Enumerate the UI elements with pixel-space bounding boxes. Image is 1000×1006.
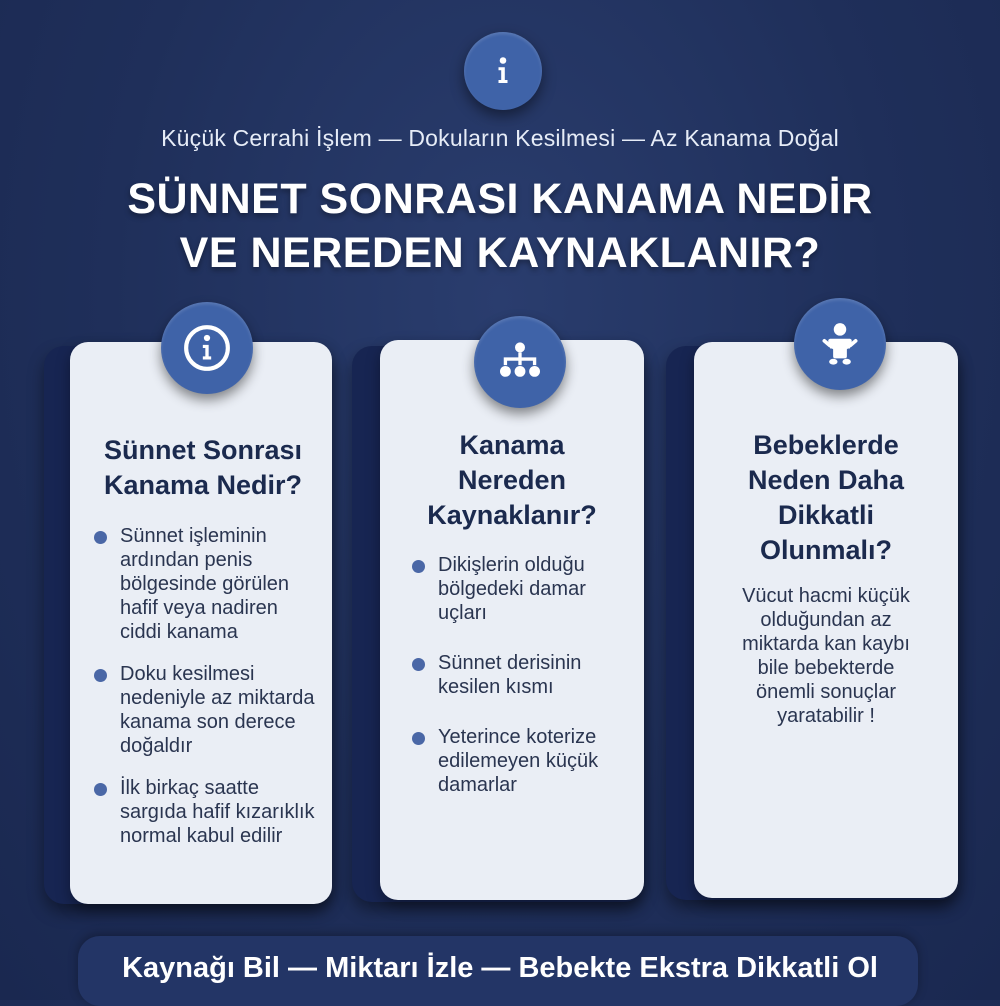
hierarchy-icon (495, 337, 545, 387)
card-title-line: Nereden (457, 465, 567, 495)
bullet-line: İlk birkaç saatte (120, 777, 259, 799)
baby-icon (815, 319, 865, 369)
subtitle: Küçük Cerrahi İşlem — Dokuların Kesilmesi — Az Kanama Doğal (161, 125, 839, 151)
bullet-dot (94, 531, 107, 544)
info-icon (182, 323, 232, 373)
body-line: miktarda kan kaybı (742, 633, 910, 655)
list-item (94, 776, 330, 848)
list-item (94, 524, 330, 644)
page-title (0, 172, 1000, 280)
card-title-line: Olunmalı? (759, 535, 892, 565)
bullet-line: Dikişlerin olduğu (438, 554, 585, 576)
card-title-line: Kaynaklanır? (427, 500, 597, 530)
bullet-line: doğaldır (120, 735, 193, 757)
list-item (412, 553, 636, 625)
body-line: yaratabilir ! (777, 705, 875, 727)
bullet-dot (94, 669, 107, 682)
card-title (382, 428, 642, 533)
card-icon-badge (161, 302, 253, 394)
header-info-badge (464, 32, 542, 110)
body-line: Vücut hacmi küçük (742, 585, 910, 607)
info-icon (485, 53, 521, 89)
body-line: önemli sonuçlar (755, 681, 897, 703)
bullet-line: Yeterince koterize (438, 726, 597, 748)
card-bullet-list (94, 524, 330, 866)
card-title-line: Kanama Nedir? (103, 470, 303, 500)
bullet-line: kesilen kısmı (438, 676, 554, 698)
bullet-line: sargıda hafif kızarıklık (120, 801, 315, 823)
bullet-line: kanama son derece (120, 711, 296, 733)
list-item (94, 662, 330, 758)
card-icon-badge (474, 316, 566, 408)
bullet-dot (94, 783, 107, 796)
bullet-line: uçları (438, 602, 487, 624)
card-bullet-list (412, 553, 636, 815)
card-body-text (700, 584, 952, 728)
card-title-line: Bebeklerde (753, 430, 899, 460)
bullet-line: Sünnet derisinin (438, 652, 582, 674)
bullet-line: nedeniyle az miktarda (120, 687, 315, 709)
card-title (78, 433, 328, 503)
bullet-dot (412, 560, 425, 573)
bullet-line: damarlar (438, 774, 517, 796)
card-title-line: Sünnet Sonrası (103, 435, 303, 465)
page-title-line: SÜNNET SONRASI KANAMA NEDİR (127, 175, 873, 223)
body-line: olduğundan az (760, 609, 892, 631)
card-title-line: Neden Daha (747, 465, 905, 495)
footer-text: Kaynağı Bil — Miktarı İzle — Bebekte Ekstra Dikkatli Ol (122, 952, 878, 984)
body-line: bile bebekterde (757, 657, 895, 679)
bullet-line: ciddi kanama (120, 621, 238, 643)
bullet-line: hafif veya nadiren (120, 597, 278, 619)
page-title-line: VE NEREDEN KAYNAKLANIR? (179, 229, 821, 277)
list-item (412, 651, 636, 699)
card-icon-badge (794, 298, 886, 390)
bullet-line: ardından penis (120, 549, 253, 571)
bullet-line: normal kabul edilir (120, 825, 283, 847)
bullet-line: Sünnet işleminin (120, 525, 267, 547)
card-title (694, 428, 958, 568)
bullet-line: Doku kesilmesi (120, 663, 255, 685)
card-title-line: Dikkatli (777, 500, 875, 530)
list-item (412, 725, 636, 797)
bullet-dot (412, 732, 425, 745)
card-title-line: Kanama (459, 430, 565, 460)
bullet-line: bölgedeki damar (438, 578, 586, 600)
bullet-line: edilemeyen küçük (438, 750, 599, 772)
bullet-line: bölgesinde görülen (120, 573, 290, 595)
bullet-dot (412, 658, 425, 671)
